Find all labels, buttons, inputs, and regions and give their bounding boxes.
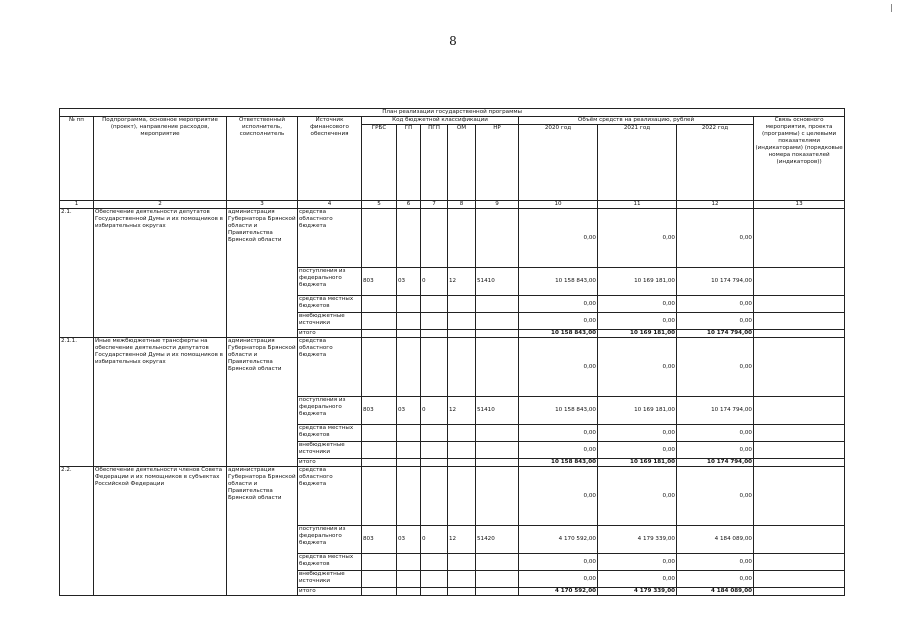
budget-code [397, 425, 421, 442]
budget-code [397, 571, 421, 588]
budget-code [397, 209, 421, 268]
table-row [60, 467, 845, 526]
amount-2021: 0,00 [598, 313, 677, 330]
budget-code [448, 313, 476, 330]
code-col-header: ГРБС [362, 125, 397, 201]
funding-source: средства местных бюджетов [298, 554, 362, 571]
amount-2021: 0,00 [598, 296, 677, 313]
budget-code: 803 [362, 526, 397, 554]
amount-2020: 0,00 [519, 554, 598, 571]
budget-code [448, 296, 476, 313]
budget-code [421, 459, 448, 467]
funding-source: внебюджетные источники [298, 442, 362, 459]
amount-2021: 0,00 [598, 571, 677, 588]
indicator-link [754, 459, 845, 467]
budget-code [448, 467, 476, 526]
column-number: 11 [598, 201, 677, 209]
budget-code: 51410 [476, 397, 519, 425]
amount-2022: 0,00 [677, 467, 754, 526]
budget-code [362, 313, 397, 330]
budget-code: 803 [362, 397, 397, 425]
budget-code [421, 425, 448, 442]
amount-2022: 0,00 [677, 554, 754, 571]
amount-2020: 0,00 [519, 425, 598, 442]
budget-code [362, 442, 397, 459]
item-responsible: администрация Губернатора Брянской области и Правительства Брянской области [227, 209, 298, 338]
indicator-link [754, 442, 845, 459]
budget-code [421, 330, 448, 338]
item-title: Обеспечение деятельности депутатов Государственной Думы и их помощников в избирательных округах [94, 209, 227, 338]
budget-code [397, 296, 421, 313]
budget-code [448, 425, 476, 442]
budget-code [397, 467, 421, 526]
budget-code [397, 313, 421, 330]
budget-code [448, 571, 476, 588]
budget-code [476, 459, 519, 467]
funding-source: средства областного бюджета [298, 209, 362, 268]
funding-source: внебюджетные источники [298, 571, 362, 588]
budget-code [362, 554, 397, 571]
amount-2021: 0,00 [598, 442, 677, 459]
amount-2020: 10 158 843,00 [519, 459, 598, 467]
amount-2022: 4 184 089,00 [677, 526, 754, 554]
year-header: 2020 год [519, 125, 598, 201]
budget-code [397, 442, 421, 459]
column-number: 1 [60, 201, 94, 209]
budget-code [448, 209, 476, 268]
budget-code [397, 459, 421, 467]
header-row [60, 109, 845, 117]
budget-code: 803 [362, 268, 397, 296]
column-number: 8 [448, 201, 476, 209]
funding-source: поступления из федерального бюджета [298, 268, 362, 296]
budget-code [476, 330, 519, 338]
amount-2021: 4 179 339,00 [598, 526, 677, 554]
indicator-link [754, 338, 845, 397]
budget-code [448, 459, 476, 467]
budget-code [421, 209, 448, 268]
budget-code: 0 [421, 397, 448, 425]
item-number: 2.2. [60, 467, 94, 596]
budget-code [397, 554, 421, 571]
budget-code: 0 [421, 526, 448, 554]
budget-code [476, 209, 519, 268]
code-col-header: ПГП [421, 125, 448, 201]
amount-2022: 10 174 794,00 [677, 459, 754, 467]
funding-source: средства областного бюджета [298, 467, 362, 526]
funding-source: итого [298, 330, 362, 338]
amount-2020: 10 158 843,00 [519, 397, 598, 425]
budget-code [362, 467, 397, 526]
budget-code [476, 313, 519, 330]
table-row [60, 338, 845, 397]
amount-2022: 0,00 [677, 571, 754, 588]
volume-header: Объём средств на реализацию, рублей [519, 117, 754, 125]
column-number: 12 [677, 201, 754, 209]
code-col-header: ГП [397, 125, 421, 201]
col-responsible-header: Ответственный исполнитель, соисполнитель [227, 117, 298, 201]
funding-source: средства местных бюджетов [298, 296, 362, 313]
budget-code [421, 588, 448, 596]
budget-code: 51410 [476, 268, 519, 296]
indicator-link [754, 571, 845, 588]
amount-2021: 0,00 [598, 554, 677, 571]
amount-2020: 0,00 [519, 209, 598, 268]
table-row [60, 209, 845, 268]
amount-2022: 4 184 089,00 [677, 588, 754, 596]
budget-code [397, 588, 421, 596]
funding-source: итого [298, 588, 362, 596]
funding-source: средства местных бюджетов [298, 425, 362, 442]
amount-2021: 10 169 181,00 [598, 330, 677, 338]
item-number: 2.1. [60, 209, 94, 338]
budget-code [362, 425, 397, 442]
funding-source: поступления из федерального бюджета [298, 526, 362, 554]
budget-code [476, 467, 519, 526]
amount-2022: 0,00 [677, 442, 754, 459]
col-link-header: Связь основного мероприятия, проекта (программы) с целевыми показателями (индикаторами) (порядковые номера показателей (индикаторов)) [754, 117, 845, 201]
budget-code [476, 588, 519, 596]
budget-code [362, 571, 397, 588]
budget-code [421, 554, 448, 571]
column-number-row [60, 201, 845, 209]
amount-2021: 0,00 [598, 467, 677, 526]
program-plan-table [59, 108, 845, 596]
budget-code [448, 554, 476, 571]
indicator-link [754, 425, 845, 442]
budget-code [476, 554, 519, 571]
budget-code [362, 338, 397, 397]
budget-code [448, 442, 476, 459]
budget-code [362, 330, 397, 338]
column-number: 9 [476, 201, 519, 209]
indicator-link [754, 467, 845, 526]
year-header: 2022 год [677, 125, 754, 201]
budget-code [421, 467, 448, 526]
indicator-link [754, 588, 845, 596]
indicator-link [754, 209, 845, 268]
indicator-link [754, 397, 845, 425]
indicator-link [754, 296, 845, 313]
amount-2020: 0,00 [519, 338, 598, 397]
budget-code [476, 425, 519, 442]
funding-source: итого [298, 459, 362, 467]
budget-code [476, 442, 519, 459]
col-source-header: Источник финансового обеспечения [298, 117, 362, 201]
budget-code [362, 209, 397, 268]
amount-2021: 4 179 339,00 [598, 588, 677, 596]
amount-2021: 0,00 [598, 338, 677, 397]
budget-code [421, 442, 448, 459]
budget-code [362, 459, 397, 467]
budget-code: 03 [397, 526, 421, 554]
budget-code [476, 571, 519, 588]
amount-2020: 4 170 592,00 [519, 588, 598, 596]
item-responsible: администрация Губернатора Брянской области и Правительства Брянской области [227, 467, 298, 596]
header-row [60, 117, 845, 125]
amount-2020: 10 158 843,00 [519, 330, 598, 338]
amount-2022: 0,00 [677, 296, 754, 313]
item-title: Иные межбюджетные трансферты на обеспечение деятельности депутатов Государственной Думы и их помощников в избирательных округах [94, 338, 227, 467]
column-number: 13 [754, 201, 845, 209]
column-number: 7 [421, 201, 448, 209]
page-number: 8 [449, 34, 457, 48]
funding-source: средства областного бюджета [298, 338, 362, 397]
budget-code: 03 [397, 397, 421, 425]
budget-code [476, 296, 519, 313]
budget-code [476, 338, 519, 397]
budget-code [421, 571, 448, 588]
amount-2020: 0,00 [519, 467, 598, 526]
amount-2021: 10 169 181,00 [598, 397, 677, 425]
indicator-link [754, 554, 845, 571]
amount-2021: 0,00 [598, 425, 677, 442]
amount-2022: 0,00 [677, 338, 754, 397]
budget-code: 12 [448, 268, 476, 296]
amount-2020: 10 158 843,00 [519, 268, 598, 296]
amount-2020: 0,00 [519, 313, 598, 330]
budget-code [397, 338, 421, 397]
amount-2022: 10 174 794,00 [677, 330, 754, 338]
budget-code-header: Код бюджетной классификации [362, 117, 519, 125]
edge-mark [891, 4, 892, 12]
column-number: 3 [227, 201, 298, 209]
budget-code [397, 330, 421, 338]
amount-2020: 0,00 [519, 571, 598, 588]
indicator-link [754, 268, 845, 296]
funding-source: поступления из федерального бюджета [298, 397, 362, 425]
column-number: 4 [298, 201, 362, 209]
amount-2021: 10 169 181,00 [598, 268, 677, 296]
col-subprogram-header: Подпрограмма, основное мероприятие (проект), направление расходов, мероприятие [94, 117, 227, 201]
budget-code: 0 [421, 268, 448, 296]
budget-code [448, 588, 476, 596]
code-col-header: ОМ [448, 125, 476, 201]
amount-2021: 0,00 [598, 209, 677, 268]
indicator-link [754, 313, 845, 330]
budget-code [421, 338, 448, 397]
amount-2022: 0,00 [677, 313, 754, 330]
year-header: 2021 год [598, 125, 677, 201]
code-col-header: НР [476, 125, 519, 201]
plan-title: План реализации государственной программы [60, 109, 845, 117]
amount-2022: 10 174 794,00 [677, 268, 754, 296]
funding-source: внебюджетные источники [298, 313, 362, 330]
budget-code [448, 330, 476, 338]
indicator-link [754, 526, 845, 554]
budget-code: 12 [448, 397, 476, 425]
budget-code [448, 338, 476, 397]
amount-2020: 4 170 592,00 [519, 526, 598, 554]
amount-2022: 0,00 [677, 209, 754, 268]
budget-code: 12 [448, 526, 476, 554]
column-number: 2 [94, 201, 227, 209]
col-no-header: № пп [60, 117, 94, 201]
column-number: 6 [397, 201, 421, 209]
budget-code: 03 [397, 268, 421, 296]
amount-2020: 0,00 [519, 442, 598, 459]
amount-2022: 10 174 794,00 [677, 397, 754, 425]
amount-2020: 0,00 [519, 296, 598, 313]
budget-code [421, 313, 448, 330]
budget-code [362, 588, 397, 596]
item-title: Обеспечение деятельности членов Совета Федерации и их помощников в субъектах Российской Федерации [94, 467, 227, 596]
item-number: 2.1.1. [60, 338, 94, 467]
amount-2022: 0,00 [677, 425, 754, 442]
amount-2021: 10 169 181,00 [598, 459, 677, 467]
item-responsible: администрация Губернатора Брянской области и Правительства Брянской области [227, 338, 298, 467]
budget-code [421, 296, 448, 313]
budget-code [362, 296, 397, 313]
column-number: 5 [362, 201, 397, 209]
budget-code: 51420 [476, 526, 519, 554]
column-number: 10 [519, 201, 598, 209]
indicator-link [754, 330, 845, 338]
